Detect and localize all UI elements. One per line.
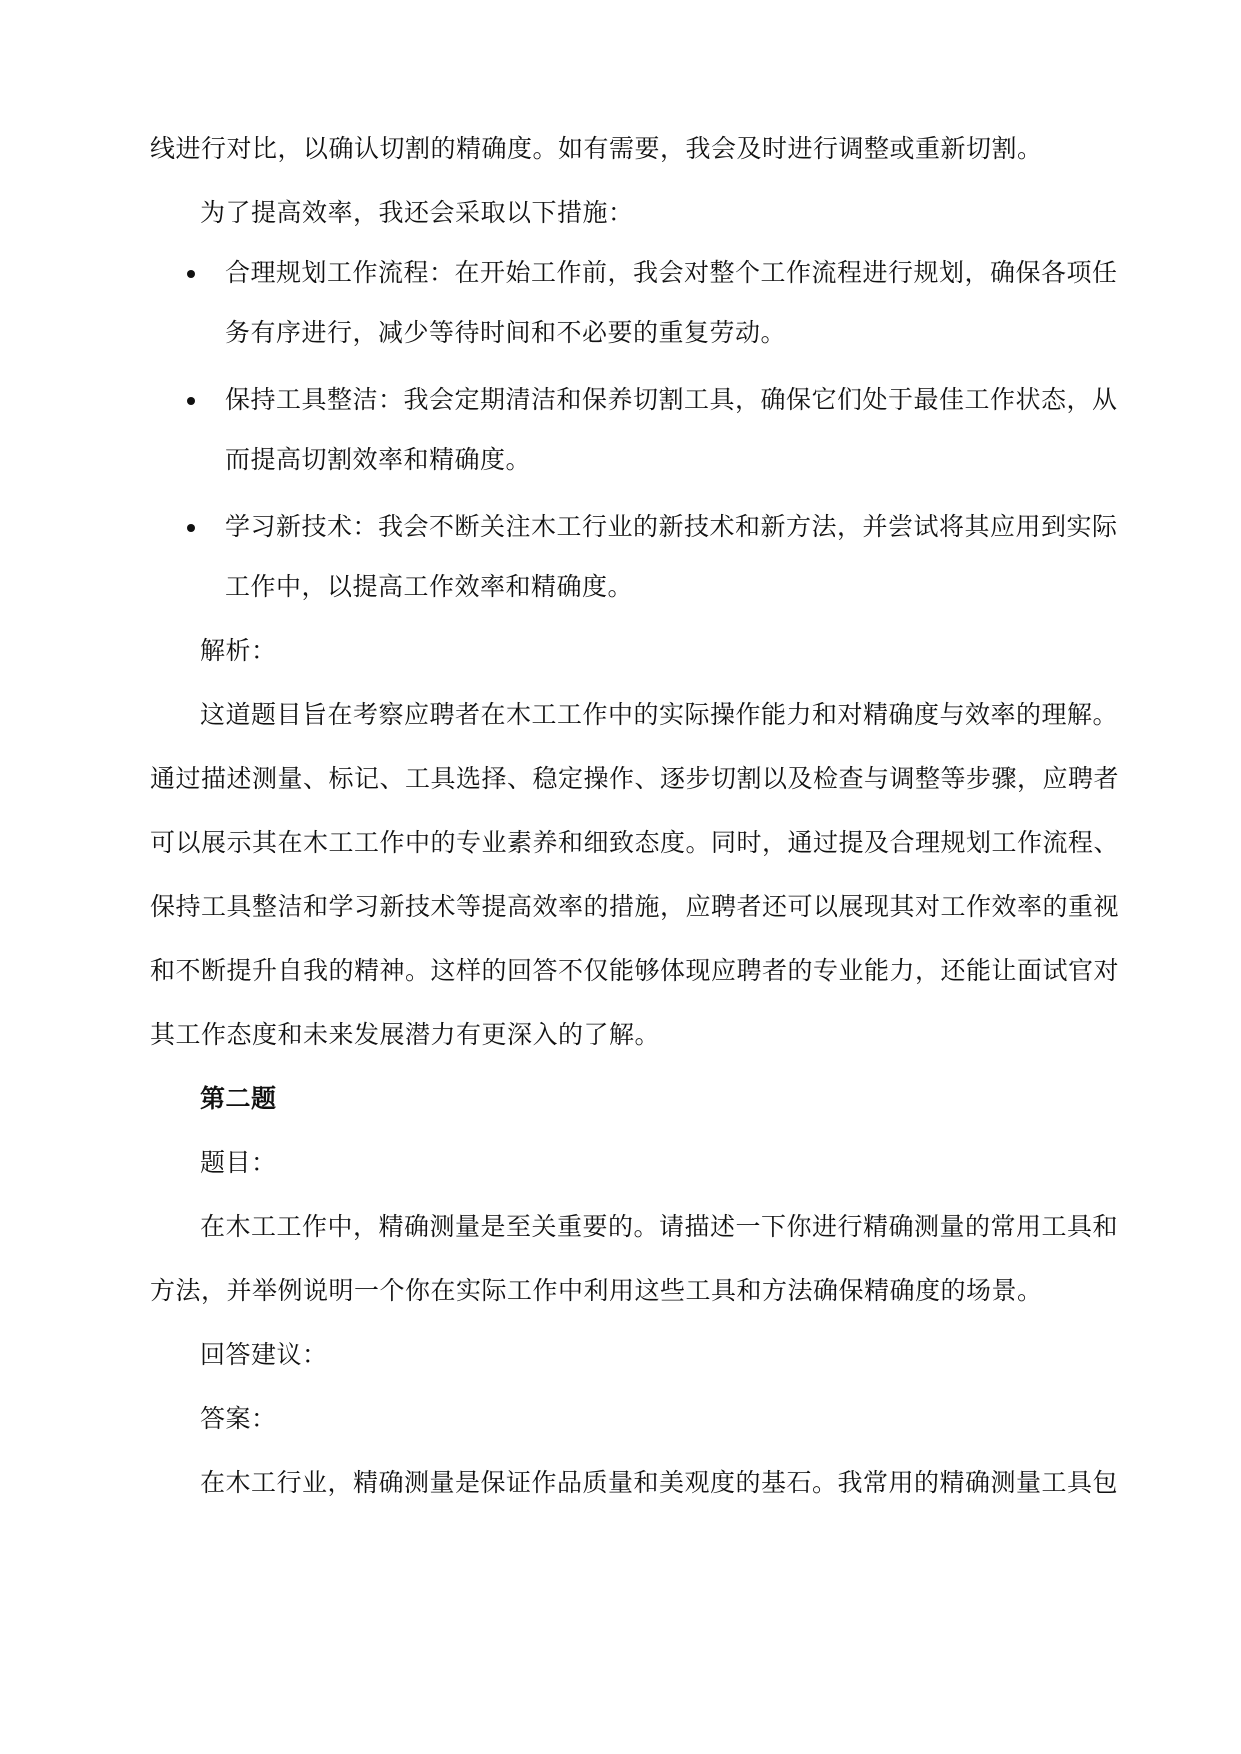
paragraph-line: 可以展示其在木工工作中的专业素养和细致态度。同时，通过提及合理规划工作流程、 xyxy=(150,828,1120,857)
bullet-dot-icon xyxy=(187,397,195,405)
paragraph-line: 在木工行业，精确测量是保证作品质量和美观度的基石。我常用的精确测量工具包 xyxy=(200,1468,1119,1497)
paragraph-line: 为了提高效率，我还会采取以下措施： xyxy=(200,198,634,227)
bullet-item-line: 务有序进行，减少等待时间和不必要的重复劳动。 xyxy=(225,318,787,347)
bullet-item-line: 合理规划工作流程：在开始工作前，我会对整个工作流程进行规划，确保各项任 xyxy=(225,258,1118,287)
analysis-label: 解析： xyxy=(200,636,277,665)
paragraph-line: 这道题目旨在考察应聘者在木工工作中的实际操作能力和对精确度与效率的理解。 xyxy=(200,700,1119,729)
suggestion-label: 回答建议： xyxy=(200,1340,328,1369)
bullet-item-line: 学习新技术：我会不断关注木工行业的新技术和新方法，并尝试将其应用到实际 xyxy=(225,512,1118,541)
paragraph-line: 在木工工作中，精确测量是至关重要的。请描述一下你进行精确测量的常用工具和 xyxy=(200,1212,1119,1241)
paragraph-line: 通过描述测量、标记、工具选择、稳定操作、逐步切割以及检查与调整等步骤，应聘者 xyxy=(150,764,1120,793)
bullet-dot-icon xyxy=(187,270,195,278)
bullet-item-line: 保持工具整洁：我会定期清洁和保养切割工具，确保它们处于最佳工作状态，从 xyxy=(225,385,1118,414)
paragraph-line: 和不断提升自我的精神。这样的回答不仅能够体现应聘者的专业能力，还能让面试官对 xyxy=(150,956,1120,985)
paragraph-line: 线进行对比，以确认切割的精确度。如有需要，我会及时进行调整或重新切割。 xyxy=(150,134,1043,163)
question-label: 题目： xyxy=(200,1148,277,1177)
bullet-item-line: 工作中，以提高工作效率和精确度。 xyxy=(225,572,634,601)
bullet-item-line: 而提高切割效率和精确度。 xyxy=(225,445,532,474)
answer-label: 答案： xyxy=(200,1404,277,1433)
paragraph-line: 其工作态度和未来发展潜力有更深入的了解。 xyxy=(150,1020,661,1049)
section-heading: 第二题 xyxy=(200,1084,277,1113)
paragraph-line: 保持工具整洁和学习新技术等提高效率的措施，应聘者还可以展现其对工作效率的重视 xyxy=(150,892,1120,921)
bullet-dot-icon xyxy=(187,524,195,532)
paragraph-line: 方法，并举例说明一个你在实际工作中利用这些工具和方法确保精确度的场景。 xyxy=(150,1276,1043,1305)
